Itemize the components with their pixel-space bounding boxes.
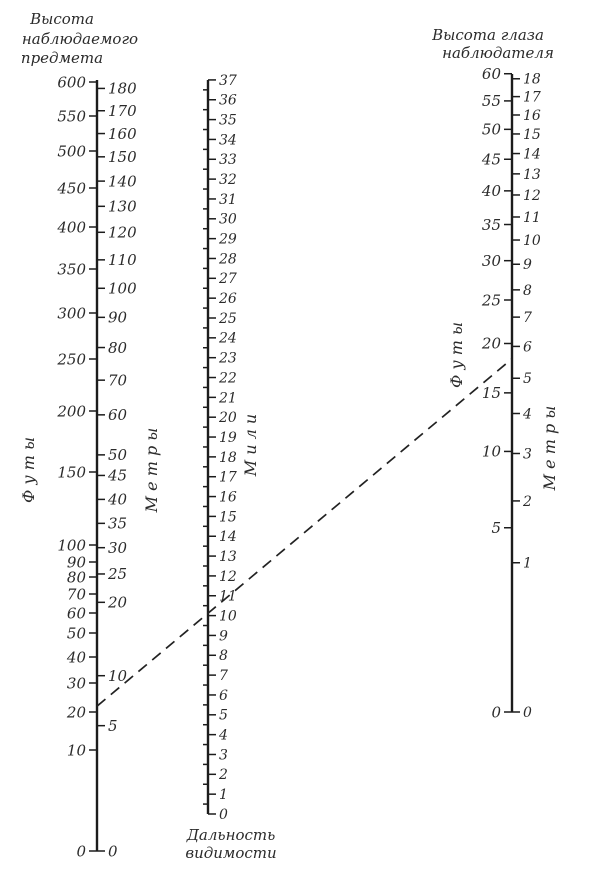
object-feet-tick-label: 0 — [76, 842, 86, 861]
object-meters-tick-label: 130 — [108, 197, 137, 216]
object-meters-scale — [97, 80, 137, 861]
miles-tick-label: 5 — [219, 707, 228, 724]
observer-meters-tick-label: 16 — [523, 107, 541, 124]
miles-tick-label: 11 — [219, 588, 237, 605]
object-feet-axis-name: Ф у т ы — [19, 436, 38, 504]
observer-feet-tick-label: 25 — [481, 291, 501, 310]
object-feet-tick-label: 70 — [66, 585, 86, 604]
observer-feet-tick-label: 10 — [481, 442, 501, 461]
miles-tick-label: 8 — [219, 648, 228, 665]
object-meters-tick-label: 10 — [108, 666, 128, 685]
miles-tick-label: 30 — [219, 211, 237, 228]
miles-tick-label: 27 — [219, 271, 237, 288]
object-meters-tick-label: 90 — [108, 308, 128, 327]
observer-meters-tick-label: 10 — [523, 232, 541, 249]
object-meters-tick-label: 120 — [108, 223, 137, 242]
observer-feet-scale — [481, 65, 512, 721]
observer-feet-tick-label: 20 — [481, 334, 501, 353]
object-feet-tick-label: 550 — [57, 107, 86, 126]
observer-feet-tick-label: 15 — [481, 384, 501, 403]
object-feet-tick-label: 30 — [66, 674, 86, 693]
observer-feet-tick-label: 45 — [481, 150, 501, 169]
miles-tick-label: 36 — [219, 92, 237, 109]
miles-tick-label: 22 — [219, 370, 237, 387]
object-meters-tick-label: 100 — [108, 279, 137, 298]
object-feet-tick-label: 60 — [66, 604, 86, 623]
observer-feet-axis-name: Ф у т ы — [447, 321, 466, 389]
miles-tick-label: 18 — [219, 449, 237, 466]
miles-tick-label: 21 — [219, 390, 237, 407]
miles-tick-label: 23 — [219, 350, 237, 367]
miles-tick-label: 0 — [219, 806, 228, 823]
object-height-title-line1: Высота — [30, 10, 94, 28]
object-feet-tick-label: 100 — [57, 536, 86, 555]
miles-tick-label: 35 — [219, 112, 237, 129]
object-feet-tick-label: 500 — [57, 142, 86, 161]
object-feet-tick-label: 200 — [57, 402, 86, 421]
miles-tick-label: 14 — [219, 529, 237, 546]
object-height-title-line3: предмета — [20, 49, 104, 67]
object-feet-tick-label: 250 — [57, 350, 86, 369]
observer-meters-tick-label: 4 — [523, 406, 532, 423]
miles-tick-label: 3 — [219, 747, 228, 764]
observer-meters-tick-label: 9 — [523, 257, 532, 274]
observer-meters-tick-label: 7 — [523, 310, 532, 327]
miles-tick-label: 12 — [219, 568, 237, 585]
miles-tick-label: 32 — [219, 172, 237, 189]
object-meters-tick-label: 5 — [108, 716, 118, 735]
object-feet-tick-label: 350 — [57, 260, 86, 279]
observer-meters-axis-name: М е т р ы — [540, 405, 559, 491]
observer-height-title-line2: наблюдателя — [442, 44, 554, 62]
example-dashed-line — [97, 359, 512, 706]
object-meters-tick-label: 45 — [108, 466, 128, 485]
miles-tick-label: 6 — [219, 687, 228, 704]
miles-tick-label: 24 — [219, 330, 237, 347]
observer-feet-tick-label: 35 — [481, 215, 501, 234]
observer-meters-tick-label: 6 — [523, 339, 532, 356]
object-feet-tick-label: 600 — [57, 73, 86, 92]
observer-feet-tick-label: 5 — [491, 518, 501, 537]
object-meters-tick-label: 30 — [108, 538, 128, 557]
observer-meters-tick-label: 11 — [523, 209, 541, 226]
miles-tick-label: 1 — [219, 787, 228, 804]
miles-tick-label: 28 — [219, 251, 237, 268]
object-meters-tick-label: 170 — [108, 101, 137, 120]
object-meters-tick-label: 40 — [108, 490, 128, 509]
miles-tick-label: 17 — [219, 469, 237, 486]
observer-meters-tick-label: 1 — [523, 555, 532, 572]
observer-height-title-line1: Высота глаза — [432, 26, 544, 44]
object-feet-tick-label: 20 — [66, 703, 86, 722]
object-feet-tick-label: 50 — [66, 624, 86, 643]
object-feet-tick-label: 400 — [57, 218, 86, 237]
object-meters-tick-label: 35 — [108, 514, 128, 533]
miles-tick-label: 2 — [219, 767, 228, 784]
object-height-title-line2: наблюдаемого — [21, 30, 139, 48]
object-meters-tick-label: 150 — [108, 148, 137, 167]
observer-meters-tick-label: 0 — [523, 704, 532, 721]
observer-meters-tick-label: 17 — [523, 89, 541, 106]
miles-tick-label: 25 — [219, 310, 237, 327]
observer-meters-tick-label: 18 — [523, 71, 541, 88]
visibility-range-title-line2: видимости — [185, 844, 277, 862]
miles-tick-label: 34 — [219, 132, 237, 149]
object-meters-axis-name: М е т р ы — [142, 427, 161, 513]
miles-tick-label: 7 — [219, 668, 228, 685]
observer-meters-tick-label: 2 — [523, 493, 532, 510]
observer-meters-tick-label: 14 — [523, 146, 541, 163]
object-feet-tick-label: 80 — [66, 568, 86, 587]
object-meters-tick-label: 60 — [108, 406, 128, 425]
observer-meters-tick-label: 5 — [523, 371, 532, 388]
object-meters-tick-label: 70 — [108, 371, 128, 390]
observer-feet-tick-label: 55 — [481, 92, 501, 111]
object-meters-tick-label: 80 — [108, 338, 128, 357]
observer-feet-tick-label: 0 — [491, 703, 501, 722]
object-feet-tick-label: 40 — [66, 648, 86, 667]
observer-meters-tick-label: 8 — [523, 282, 532, 299]
miles-tick-label: 16 — [219, 489, 237, 506]
miles-tick-label: 26 — [219, 291, 237, 308]
miles-tick-label: 4 — [219, 727, 228, 744]
observer-feet-tick-label: 40 — [481, 182, 501, 201]
miles-tick-label: 13 — [219, 548, 237, 565]
object-feet-scale — [56, 73, 97, 860]
observer-meters-tick-label: 13 — [523, 166, 541, 183]
miles-tick-label: 33 — [219, 152, 237, 169]
object-meters-tick-label: 110 — [108, 251, 137, 270]
object-meters-tick-label: 50 — [108, 446, 128, 465]
visibility-range-title-line1: Дальность — [186, 826, 276, 844]
object-meters-tick-label: 20 — [108, 593, 128, 612]
miles-axis-name: М и л и — [241, 413, 260, 477]
miles-tick-label: 9 — [219, 628, 228, 645]
object-feet-tick-label: 300 — [57, 304, 86, 323]
miles-tick-label: 19 — [219, 429, 237, 446]
observer-feet-tick-label: 60 — [481, 64, 501, 83]
object-meters-tick-label: 0 — [108, 842, 118, 861]
object-meters-tick-label: 25 — [108, 565, 128, 584]
object-meters-tick-label: 180 — [108, 79, 137, 98]
observer-meters-tick-label: 3 — [523, 446, 532, 463]
miles-tick-label: 29 — [219, 231, 237, 248]
observer-meters-tick-label: 12 — [523, 187, 541, 204]
object-meters-tick-label: 140 — [108, 172, 137, 191]
miles-tick-label: 20 — [219, 410, 237, 427]
miles-tick-label: 37 — [219, 72, 237, 89]
observer-feet-tick-label: 50 — [481, 120, 501, 139]
observer-meters-tick-label: 15 — [523, 126, 541, 143]
observer-meters-scale — [512, 72, 541, 721]
miles-tick-label: 10 — [219, 608, 237, 625]
object-feet-tick-label: 450 — [57, 179, 86, 198]
observer-feet-tick-label: 30 — [481, 251, 501, 270]
miles-tick-label: 31 — [219, 191, 237, 208]
object-meters-tick-label: 160 — [108, 124, 137, 143]
object-feet-tick-label: 90 — [66, 553, 86, 572]
miles-tick-label: 15 — [219, 509, 237, 526]
object-feet-tick-label: 10 — [66, 741, 86, 760]
object-feet-tick-label: 150 — [57, 463, 86, 482]
